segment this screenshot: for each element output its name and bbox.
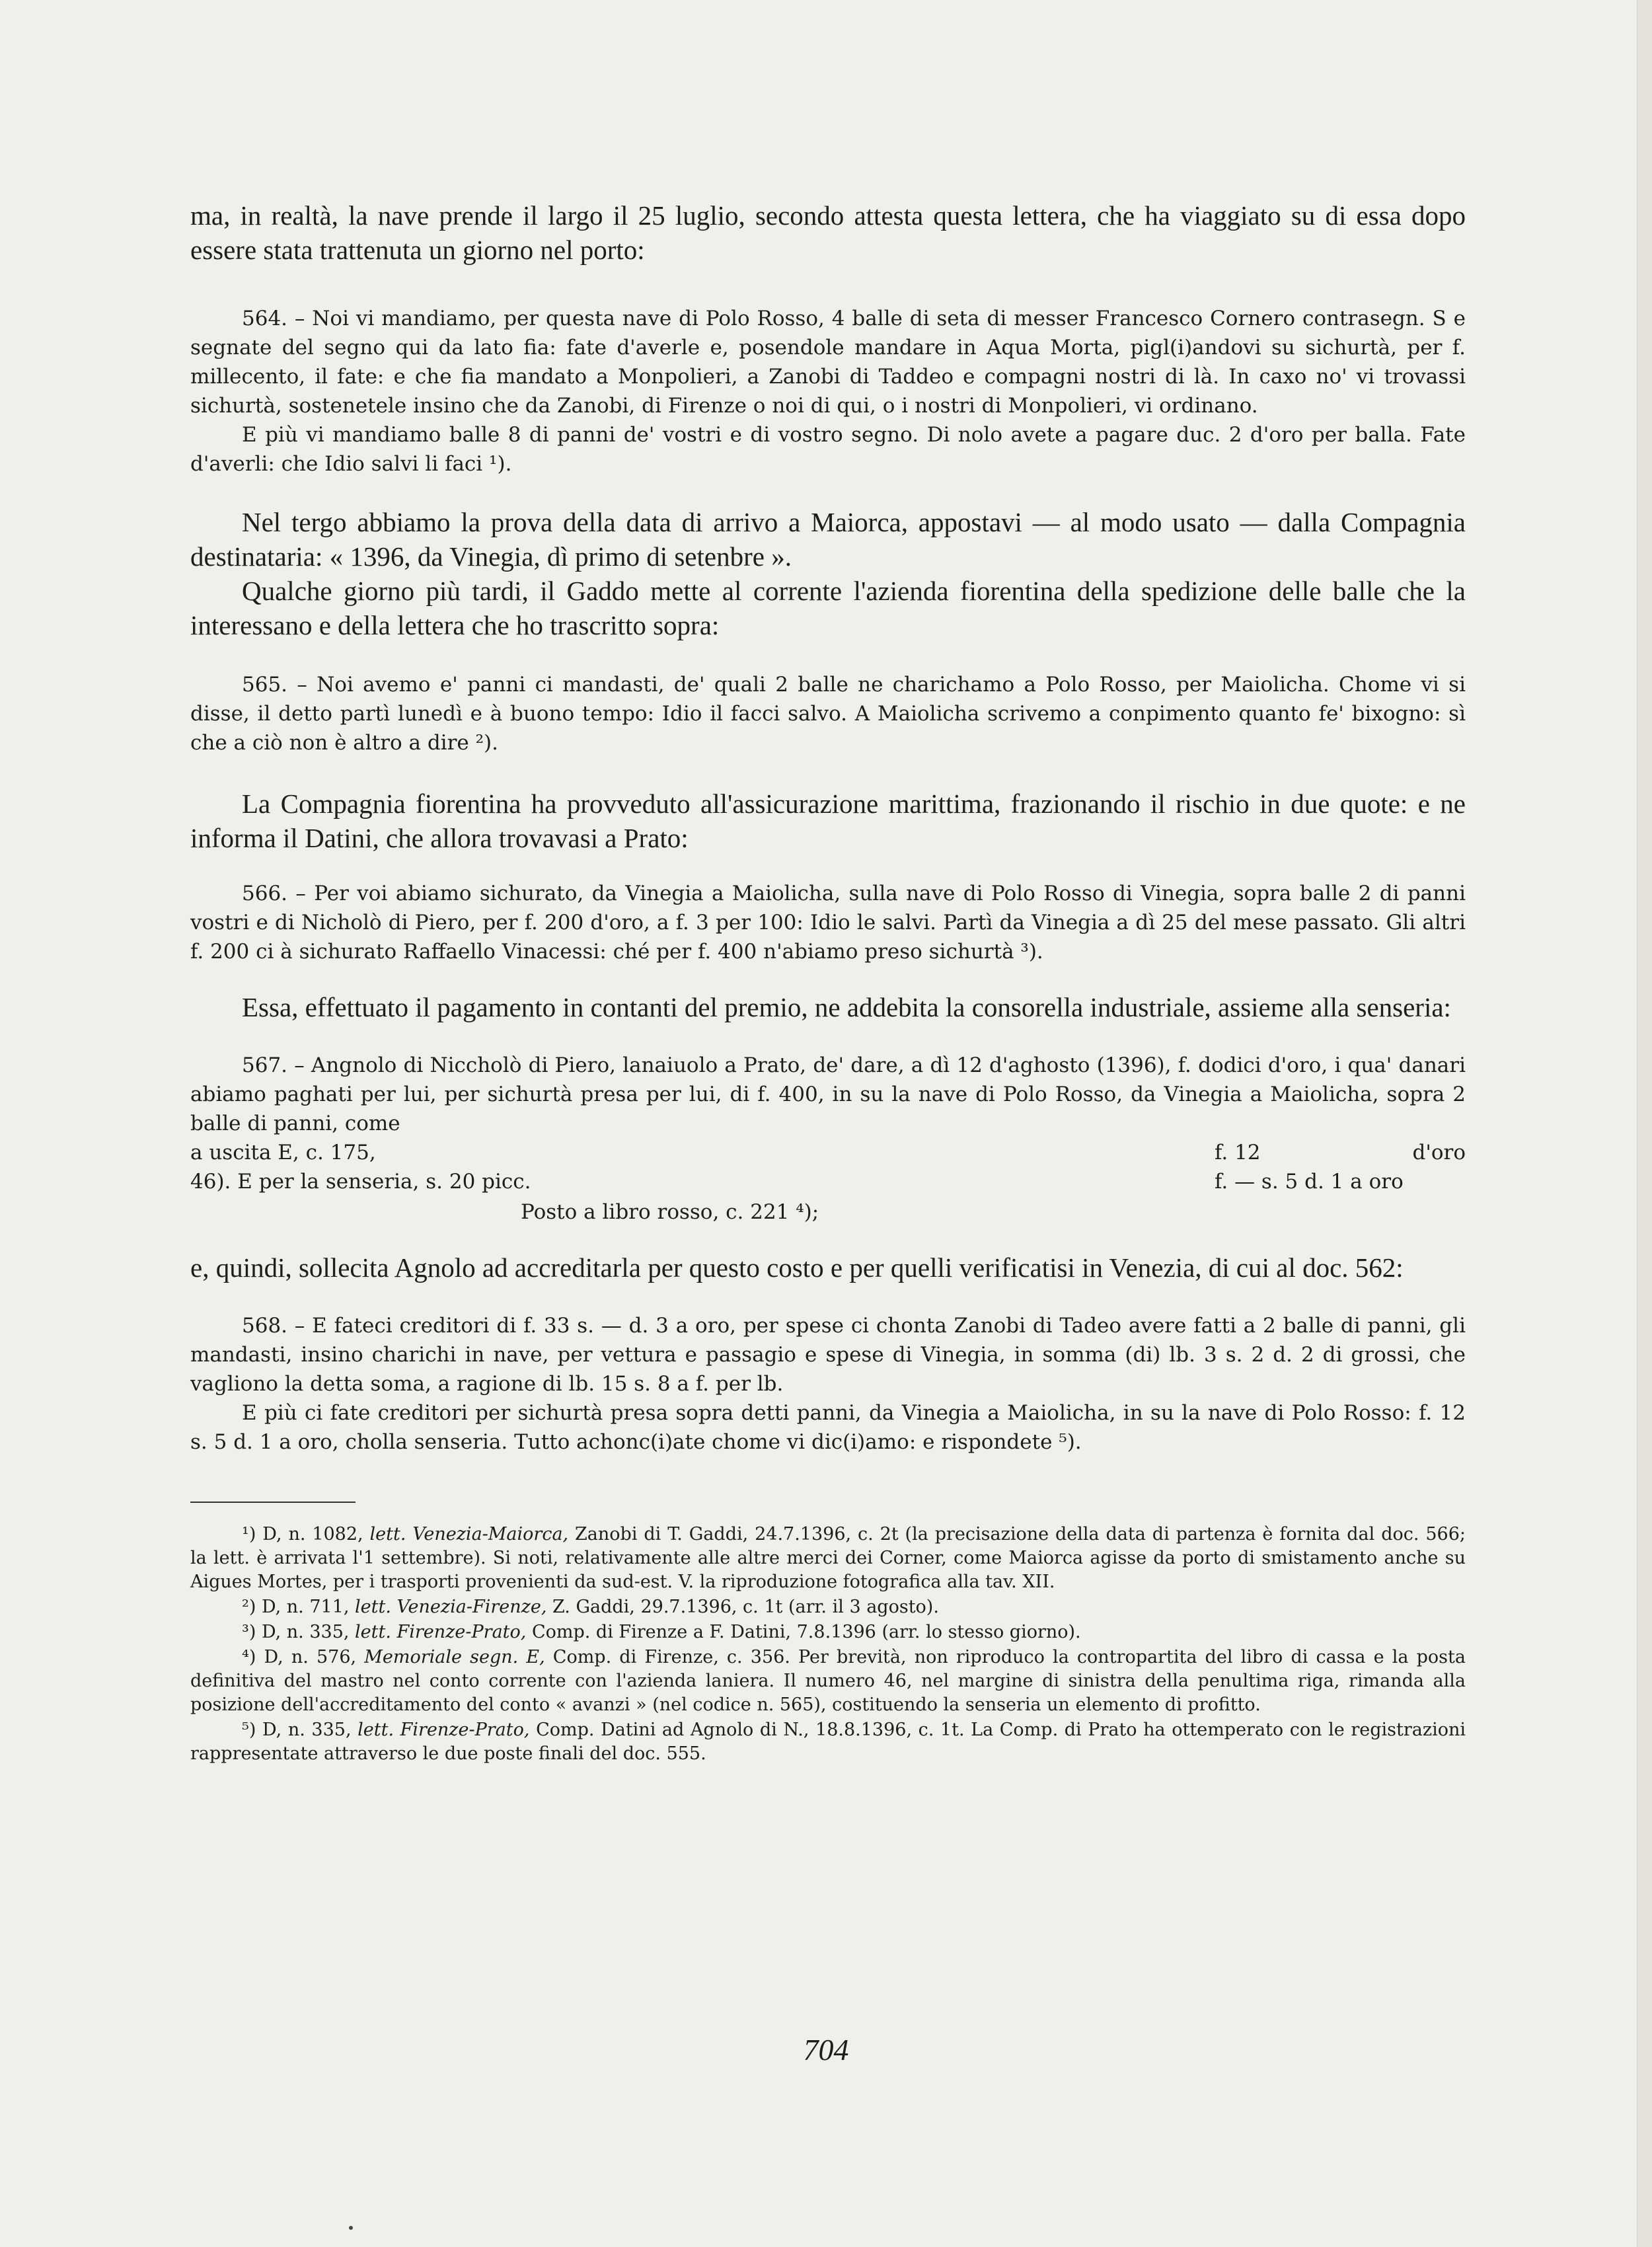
page-mark [349,2226,353,2230]
footnote-source: Memoriale segn. E, [364,1647,545,1667]
footnotes [190,1523,1466,1766]
ledger-amount: f. 12 [1215,1141,1261,1164]
footnote-ref: ³) D, n. 335, [242,1622,356,1642]
paragraph-tergo: Nel tergo abbiamo la prova della data di arrivo a Maiorca, appostavi — al modo usato — dalla Compagnia destinataria: « 1396, da Vinegia, dì primo di setenbre ». [190,507,1466,572]
footnote-text: Comp. Datini ad Agnolo di N., 18.8.1396, c. 1t. La Comp. di Prato ha ottemperato con le registrazioni rappresentate attraverso le due poste finali del doc. 555. [190,1720,1466,1764]
page-number: 704 [803,2033,849,2067]
footnote-text: Zanobi di T. Gaddi, 24.7.1396, c. 2t (la precisazione della data di partenza è fornita dal doc. 566; la lett. è arrivata l'1 settembre). Si noti, relativamente alle altre merci dei Corner, come Maiorca agisse da porto di smistamento anche su Aigues Mortes, per i trasporti provenienti da sud-est. V. la riproduzione fotografica alla tav. XII. [190,1524,1466,1592]
ledger-desc: a uscita E, c. 175, [190,1141,376,1164]
footnote-ref: ⁵) D, n. 335, [242,1720,358,1740]
footnote-divider [190,1502,356,1503]
footnote-source: lett. Firenze-Prato, [357,1720,530,1740]
footnote-text: Comp. di Firenze, c. 356. Per brevità, non riproduco la contropartita del libro di cassa e la posta definitiva del mastro nel conto corrente con l'azienda laniera. Il numero 46, nel margine di sinistra della penultima riga, rimanda alla posizione dell'accreditamento del conto « avanzi » (nel codice n. 565), costituendo la senseria un elemento di profitto. [190,1647,1466,1715]
footnote-3 [190,1620,1466,1644]
ledger-row [190,1138,1466,1167]
document-568: 568. – E fateci creditori di f. 33 s. — d. 3 a oro, per spese ci chonta Zanobi di Tadeo avere fatti a 2 balle di panni, gli mandasti, insino charichi in nave, per vettura e passagio e spese di Vinegia, in somma (di) lb. 3 s. 2 d. 2 di grossi, che vagliono la detta soma, a ragione di lb. 15 s. 8 a f. per lb. [190,1314,1466,1396]
main-text [190,198,1466,1767]
footnote-ref: ⁴) D, n. 576, [242,1647,365,1667]
footnote-ref: ²) D, n. 711, [242,1597,356,1617]
paragraph-gaddo: Qualche giorno più tardi, il Gaddo mette al corrente l'azienda fiorentina della spedizione delle balle che la interessano e della lettera che ho trascritto sopra: [190,576,1466,640]
footnote-5 [190,1718,1466,1766]
footnote-1 [190,1523,1466,1594]
footnote-ref: ¹) D, n. 1082, [242,1524,370,1544]
document-567: 567. – Angnolo di Niccholò di Piero, lanaiuolo a Prato, de' dare, a dì 12 d'aghosto (1396), f. dodici d'oro, i qua' danari abiamo paghati per lui, per sichurtà presa per lui, di f. 400, in su la nave di Polo Rosso, da Vinegia a Maiolicha, sopra 2 balle di panni, come [190,1053,1466,1135]
footnote-text: Z. Gaddi, 29.7.1396, c. 1t (arr. il 3 agosto). [546,1597,939,1617]
document-568-continuation: E più ci fate creditori per sichurtà presa sopra detti panni, da Vinegia a Maiolicha, in su la nave di Polo Rosso: f. 12 s. 5 d. 1 a oro, cholla senseria. Tutto achonc(i)ate chome vi dic(i)amo: e rispondete ⁵). [190,1401,1466,1454]
footnote-source: lett. Firenze-Prato, [355,1622,527,1642]
footnote-2 [190,1595,1466,1619]
footnote-source: lett. Venezia-Firenze, [355,1597,547,1617]
ledger-desc: 46). E per la senseria, s. 20 picc. [190,1170,531,1194]
paragraph-pagamento: Essa, effettuato il pagamento in contanti del premio, ne addebita la consorella industriale, assieme alla senseria: [242,992,1451,1022]
page-edge [1637,0,1652,2247]
footnote-text: Comp. di Firenze a F. Datini, 7.8.1396 (arr. lo stesso giorno). [526,1622,1081,1642]
ledger-unit: d'oro [1412,1141,1466,1164]
ledger-row [190,1167,1466,1196]
document-564: 564. – Noi vi mandiamo, per questa nave di Polo Rosso, 4 balle di seta di messer Francesco Cornero contrasegn. S e segnate del segno qui da lato fia: fate d'averle e, posendole mandare in Aqua Morta, pigl(i)andovi su sichurtà, per f. millecento, il fate: e che fia mandato a Monpolieri, a Zanobi di Taddeo e compagni nostri di là. In caxo no' vi trovassi sichurtà, sostenetele insino che da Zanobi, di Firenze o noi di qui, o i nostri di Monpolieri, vi ordinano. [190,307,1466,418]
document-564-continuation: E più vi mandiamo balle 8 di panni de' vostri e di vostro segno. Di nolo avete a pagare duc. 2 d'oro per balla. Fate d'averli: che Idio salvi li faci ¹). [190,423,1466,476]
paragraph-compagnia: La Compagnia fiorentina ha provveduto all'assicurazione marittima, frazionando il rischio in due quote: e ne informa il Datini, che allora trovavasi a Prato: [190,788,1466,853]
paragraph-intro: ma, in realtà, la nave prende il largo il 25 luglio, secondo attesta questa lettera, che ha viaggiato su di essa dopo essere stata trattenuta un giorno nel porto: [190,200,1466,265]
document-565: 565. – Noi avemo e' panni ci mandasti, de' quali 2 balle ne charichamo a Polo Rosso, per Maiolicha. Chome vi si disse, il detto partì lunedì e à buono tempo: Idio il facci salvo. A Maiolicha scrivemo a conpimento quanto fe' bixogno: sì che a ciò non è altro a dire ²). [190,673,1466,755]
footnote-source: lett. Venezia-Maiorca, [369,1524,569,1544]
paragraph-sollecita: e, quindi, sollecita Agnolo ad accreditarla per questo costo e per quelli verificatisi in Venezia, di cui al doc. 562: [190,1252,1404,1283]
ledger-amount: f. — s. 5 d. 1 a oro [1215,1170,1404,1194]
ledger-posto: Posto a libro rosso, c. 221 ⁴); [521,1200,819,1224]
footnote-4 [190,1646,1466,1717]
document-566: 566. – Per voi abiamo sichurato, da Vinegia a Maiolicha, sulla nave di Polo Rosso di Vinegia, sopra balle 2 di panni vostri e di Nicholò di Piero, per f. 200 d'oro, a f. 3 per 100: Idio le salvi. Partì da Vinegia a dì 25 del mese passato. Gli altri f. 200 ci à sichurato Raffaello Vinacessi: ché per f. 400 n'abiamo preso sichurtà ³). [190,882,1466,964]
